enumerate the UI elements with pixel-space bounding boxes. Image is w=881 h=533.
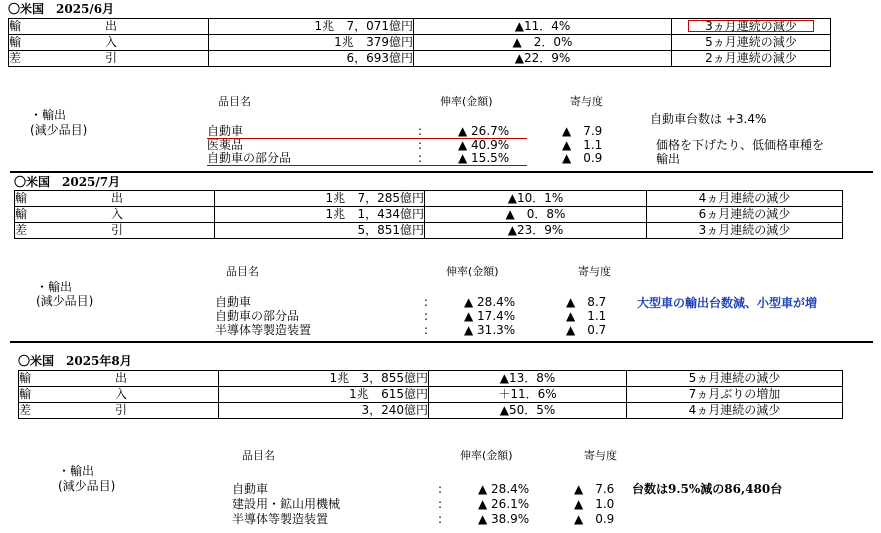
item-name: 自動車: [207, 124, 244, 138]
item-rate: ▲ 28.4%: [464, 295, 516, 309]
amount-trillion: 1兆: [349, 387, 369, 401]
row-kanji-1: 輸: [9, 19, 22, 33]
col-header-contrib: 寄与度: [578, 265, 611, 278]
amount-value: 3，240億円: [361, 403, 428, 417]
table-row: [15, 191, 843, 207]
row-kanji-1: 輸: [19, 387, 32, 401]
col-header-item: 品目名: [242, 449, 275, 462]
item-contrib: ▲ 7.9: [562, 124, 603, 138]
status-text: 4ヵ月連続の減少: [627, 403, 843, 419]
col-header-rate: 伸率(金額): [460, 449, 513, 462]
item-contrib: ▲ 1.0: [574, 497, 615, 511]
table-row: [9, 51, 831, 67]
item-rate: ▲ 38.9%: [478, 512, 530, 526]
item-colon: :: [424, 295, 429, 309]
item-name: 半導体等製造装置: [232, 512, 329, 526]
table-row: [19, 403, 843, 419]
note-text: 台数は9.5%減の86,480台: [632, 482, 783, 496]
row-kanji-2: 引: [105, 51, 118, 65]
amount-value: 379億円: [366, 35, 413, 49]
col-header-rate: 伸率(金額): [446, 265, 499, 278]
amount-value: 3，855億円: [361, 371, 428, 385]
item-colon: :: [424, 309, 429, 323]
item-contrib: ▲ 0.9: [574, 512, 615, 526]
item-rate: ▲ 15.5%: [458, 151, 510, 165]
item-colon: :: [418, 138, 423, 152]
item-name: 自動車の部分品: [215, 309, 300, 323]
table-row: [15, 223, 843, 239]
amount-trillion: 1兆: [325, 207, 346, 221]
item-name: 自動車: [215, 295, 252, 309]
item-contrib: ▲ 0.7: [566, 323, 607, 337]
item-contrib: ▲ 7.6: [574, 482, 615, 496]
status-text: 2ヵ月連続の減少: [672, 51, 831, 67]
amount-trillion: 1兆: [325, 191, 346, 205]
item-contrib: ▲ 1.1: [562, 138, 603, 152]
status-text: 7ヵ月ぶりの増加: [627, 387, 843, 403]
row-kanji-1: 輸: [15, 191, 28, 205]
amount-trillion: 1兆: [329, 371, 350, 385]
section-header-2025-06: 〇米国 2025/6月: [8, 2, 115, 16]
status-text: 4ヵ月連続の減少: [647, 191, 843, 207]
table-row: [19, 371, 843, 387]
amount-trillion: 1兆: [314, 19, 335, 33]
col-header-contrib: 寄与度: [584, 449, 617, 462]
amount-value: 5，851億円: [357, 223, 424, 237]
rate-value: ▲10．1%: [425, 191, 647, 207]
col-header-item: 品目名: [218, 95, 251, 108]
rate-value: ▲23．9%: [425, 223, 647, 239]
amount-value: 7，285億円: [357, 191, 424, 205]
row-kanji-2: 引: [111, 223, 124, 237]
rate-value: ▲50．5%: [429, 403, 627, 419]
label-decline: (減少品目): [30, 123, 88, 137]
status-text: 3ヵ月連続の減少: [647, 223, 843, 239]
note-text: 価格を下げたり、低価格車種を: [656, 138, 825, 152]
highlight-underline: [207, 165, 527, 166]
item-name: 医薬品: [207, 138, 244, 152]
item-rate: ▲ 17.4%: [464, 309, 516, 323]
col-header-rate: 伸率(金額): [440, 95, 493, 108]
row-kanji-2: 引: [115, 403, 128, 417]
status-text: 5ヵ月連続の減少: [672, 35, 831, 51]
item-rate: ▲ 28.4%: [478, 482, 530, 496]
row-kanji-2: 入: [111, 207, 124, 221]
note-text: 大型車の輸出台数減、小型車が増: [637, 296, 818, 310]
item-name: 自動車の部分品: [207, 151, 292, 165]
section-divider: [10, 341, 873, 343]
label-decline: (減少品目): [36, 294, 94, 308]
summary-table-2025-08: [18, 370, 843, 419]
section-header-2025-08: 〇米国 2025年8月: [18, 354, 132, 368]
row-kanji-2: 出: [111, 191, 124, 205]
row-kanji-1: 差: [9, 51, 22, 65]
col-header-item: 品目名: [226, 265, 259, 278]
item-colon: :: [438, 497, 443, 511]
label-export: ・輸出: [58, 464, 95, 478]
row-kanji-1: 差: [19, 403, 32, 417]
item-colon: :: [418, 124, 423, 138]
table-row: [15, 207, 843, 223]
rate-value: ▲13．8%: [429, 371, 627, 387]
section-header-2025-07: 〇米国 2025/7月: [14, 175, 121, 189]
row-kanji-2: 出: [115, 371, 128, 385]
amount-value: 6，693億円: [346, 51, 413, 65]
item-rate: ▲ 26.1%: [478, 497, 530, 511]
item-rate: ▲ 26.7%: [458, 124, 510, 138]
item-name: 自動車: [232, 482, 269, 496]
item-rate: ▲ 40.9%: [458, 138, 510, 152]
item-contrib: ▲ 1.1: [566, 309, 607, 323]
summary-table-2025-07: [14, 190, 843, 239]
row-kanji-1: 輸: [9, 35, 22, 49]
item-colon: :: [424, 323, 429, 337]
col-header-contrib: 寄与度: [570, 95, 603, 108]
rate-value: ▲11．4%: [414, 19, 672, 35]
item-contrib: ▲ 0.9: [562, 151, 603, 165]
note-text: 自動車台数は +3.4%: [650, 112, 767, 126]
row-kanji-2: 出: [105, 19, 118, 33]
item-name: 建設用・鉱山用機械: [232, 497, 341, 511]
rate-value: ＋11．6%: [429, 387, 627, 403]
row-kanji-2: 入: [105, 35, 118, 49]
row-kanji-2: 入: [115, 387, 128, 401]
rate-value: ▲ 2．0%: [414, 35, 672, 51]
item-contrib: ▲ 8.7: [566, 295, 607, 309]
amount-value: 7，071億円: [346, 19, 413, 33]
row-kanji-1: 輸: [15, 207, 28, 221]
item-rate: ▲ 31.3%: [464, 323, 516, 337]
table-row: [9, 19, 831, 35]
label-decline: (減少品目): [58, 479, 116, 493]
label-export: ・輸出: [30, 108, 67, 122]
section-divider: [10, 171, 873, 173]
row-kanji-1: 差: [15, 223, 28, 237]
status-text: 5ヵ月連続の減少: [627, 371, 843, 387]
rate-value: ▲22．9%: [414, 51, 672, 67]
item-colon: :: [418, 151, 423, 165]
amount-value: 615億円: [381, 387, 428, 401]
item-name: 半導体等製造装置: [215, 323, 312, 337]
status-text: 6ヵ月連続の減少: [647, 207, 843, 223]
table-row: [19, 387, 843, 403]
item-colon: :: [438, 482, 443, 496]
note-text: 輸出: [656, 152, 681, 166]
summary-table-2025-06: [8, 18, 831, 67]
row-kanji-1: 輸: [19, 371, 32, 385]
item-colon: :: [438, 512, 443, 526]
amount-trillion: 1兆: [334, 35, 354, 49]
table-row: [9, 35, 831, 51]
status-text: 3ヵ月連続の減少: [687, 19, 815, 33]
label-export: ・輸出: [36, 280, 73, 294]
amount-value: 1，434億円: [357, 207, 424, 221]
rate-value: ▲ 0．8%: [425, 207, 647, 223]
